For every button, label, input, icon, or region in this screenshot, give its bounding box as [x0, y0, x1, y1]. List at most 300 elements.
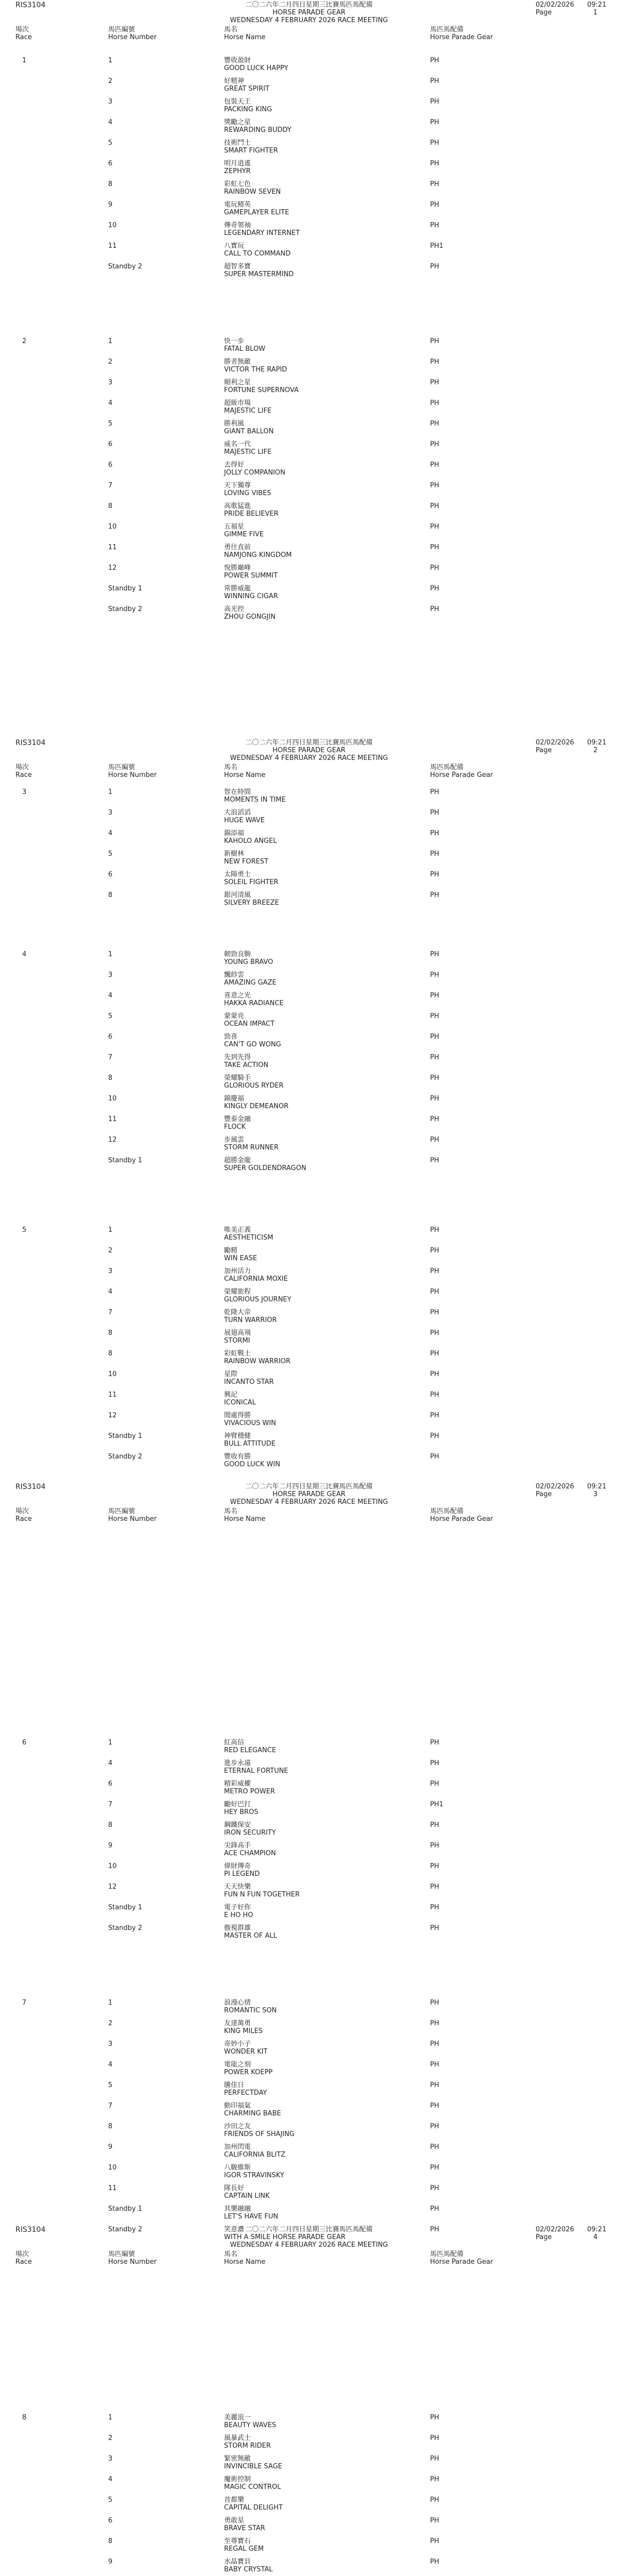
page-label: Page — [536, 2233, 552, 2241]
table-row — [0, 605, 618, 626]
parade-gear: PH — [430, 1370, 439, 1378]
horse-name-en: KINGLY DEMEANOR — [224, 1103, 289, 1110]
horse-name-en: MAGIC CONTROL — [224, 2483, 281, 2491]
report-title-cn: 二〇二六年二月四日星期三比賽馬匹馬配備 — [245, 739, 373, 747]
horse-number: 7 — [108, 1801, 113, 1808]
horse-name-en: KING MILES — [224, 2027, 263, 2035]
col-race-en: Race — [15, 2258, 32, 2266]
horse-name-en: KAHOLO ANGEL — [224, 837, 277, 845]
parade-gear: PH — [430, 1883, 439, 1891]
table-row — [0, 809, 618, 829]
horse-name — [224, 420, 273, 435]
horse-name-cn: 太陽勇士 — [224, 871, 251, 878]
horse-name — [224, 118, 291, 134]
horse-name-en: IRON SECURITY — [224, 1829, 276, 1837]
horse-name — [224, 992, 284, 1007]
horse-name — [224, 1739, 276, 1754]
table-row — [0, 2020, 618, 2040]
horse-name-en: SUPER GOLDENDRAGON — [224, 1164, 306, 1172]
horse-number: 9 — [108, 1842, 113, 1850]
table-row — [0, 585, 618, 605]
horse-name-en: WINNING CIGAR — [224, 592, 278, 600]
parade-gear: PH — [430, 160, 439, 167]
horse-number: 9 — [108, 201, 113, 209]
horse-name-cn: 鋼鐵保安 — [224, 1821, 251, 1829]
horse-name-en: FRIENDS OF SHAJING — [224, 2130, 295, 2138]
horse-number: 5 — [108, 420, 113, 428]
horse-name — [224, 2476, 281, 2491]
horse-name-cn: 神臂穩健 — [224, 1432, 251, 1440]
parade-gear: PH — [430, 2558, 439, 2566]
table-row — [0, 2434, 618, 2455]
horse-name-cn: 電能之刻 — [224, 2061, 251, 2069]
horse-name-en: PERFECTDAY — [224, 2089, 267, 2097]
report-subtitle: WEDNESDAY 4 FEBRUARY 2026 RACE MEETING — [230, 754, 388, 762]
horse-number: 10 — [108, 2164, 117, 2172]
print-date: 02/02/2026 — [536, 1, 574, 9]
horse-number: 10 — [108, 1095, 117, 1103]
page-label: Page — [536, 747, 552, 754]
horse-number: 2 — [108, 1247, 113, 1255]
horse-name — [224, 2102, 281, 2117]
col-name-cn: 馬名 — [224, 2250, 238, 2258]
parade-gear: PH — [430, 139, 439, 147]
horse-name-cn: 展翅高飛 — [224, 1329, 251, 1337]
horse-number: Standby 2 — [108, 263, 143, 270]
horse-name — [224, 440, 271, 456]
table-row — [0, 379, 618, 399]
horse-name-cn: 笑意濃 — [224, 2226, 245, 2233]
horse-number: 8 — [108, 891, 113, 899]
horse-name-en: SMART FIGHTER — [224, 147, 278, 155]
horse-name-en: POWER SUMMIT — [224, 572, 278, 580]
parade-gear: PH — [430, 992, 439, 999]
horse-name-en: HEY BROS — [224, 1808, 259, 1816]
horse-name — [224, 1136, 279, 1151]
table-row — [0, 77, 618, 98]
horse-number: Standby 1 — [108, 1157, 143, 1164]
table-row — [0, 871, 618, 891]
parade-gear: PH — [430, 180, 439, 188]
report-title-block — [0, 1, 618, 24]
col-name-en: Horse Name — [224, 1515, 266, 1523]
parade-gear: PH — [430, 2414, 439, 2421]
parade-gear: PH — [430, 1136, 439, 1144]
table-row — [0, 2102, 618, 2123]
table-row — [0, 1821, 618, 1842]
horse-name — [224, 1267, 288, 1283]
horse-name-en: STORM RIDER — [224, 2442, 271, 2450]
table-row — [0, 2496, 618, 2517]
table-row — [0, 2226, 618, 2246]
col-name-en: Horse Name — [224, 33, 266, 41]
table-row — [0, 951, 618, 971]
parade-gear: PH — [430, 337, 439, 345]
horse-name — [224, 1329, 251, 1345]
table-row — [0, 2081, 618, 2102]
parade-gear: PH — [430, 2020, 439, 2027]
horse-name-cn: 進步永遠 — [224, 1759, 251, 1767]
horse-name-en: REGAL GEM — [224, 2545, 264, 2553]
col-race-cn: 場次 — [15, 26, 29, 33]
table-row — [0, 2123, 618, 2143]
horse-name — [224, 2558, 273, 2573]
horse-name-cn: 加州活力 — [224, 1267, 251, 1275]
horse-number: 1 — [108, 57, 113, 64]
report-id: RIS3104 — [15, 739, 46, 747]
horse-name-cn: 常勝威龍 — [224, 585, 251, 592]
parade-gear: PH — [430, 2455, 439, 2463]
horse-number: 4 — [108, 992, 113, 999]
horse-number: 8 — [108, 1329, 113, 1337]
horse-number: 11 — [108, 2184, 117, 2192]
horse-name-cn: 隊長好 — [224, 2184, 245, 2192]
table-row — [0, 523, 618, 544]
parade-gear: PH — [430, 201, 439, 209]
horse-name — [224, 57, 288, 72]
horse-name-cn: 風暴武士 — [224, 2434, 251, 2442]
table-row — [0, 2537, 618, 2558]
column-headers — [0, 26, 618, 42]
race-number: 1 — [22, 57, 27, 64]
parade-gear: PH — [430, 1309, 439, 1316]
horse-name-cn: 彩虹戰士 — [224, 1350, 251, 1358]
table-row — [0, 180, 618, 201]
parade-gear: PH — [430, 2226, 439, 2233]
parade-gear: PH — [430, 891, 439, 899]
table-row — [0, 461, 618, 482]
horse-name — [224, 337, 265, 353]
horse-name — [224, 1842, 276, 1857]
table-row — [0, 788, 618, 809]
horse-name-cn: 友達萬勇 — [224, 2020, 251, 2027]
table-row — [0, 1074, 618, 1095]
horse-name — [224, 1095, 288, 1110]
col-gear-en: Horse Parade Gear — [430, 33, 493, 41]
horse-name-en: CALIFORNIA MOXIE — [224, 1275, 288, 1283]
horse-name-en: ZEPHYR — [224, 167, 251, 175]
horse-name — [224, 544, 291, 559]
col-race-en: Race — [15, 33, 32, 41]
horse-number: 3 — [108, 379, 113, 386]
horse-name-cn: 五福星 — [224, 523, 245, 531]
horse-name — [224, 1012, 274, 1028]
parade-gear: PH — [430, 1739, 439, 1747]
horse-name-en: SOLEIL FIGHTER — [224, 878, 279, 886]
col-gear-en: Horse Parade Gear — [430, 2258, 493, 2266]
horse-name — [224, 1780, 275, 1795]
horse-name — [224, 399, 271, 415]
parade-gear: PH — [430, 1391, 439, 1399]
parade-gear: PH — [430, 399, 439, 407]
table-row — [0, 564, 618, 585]
horse-name-en: TAKE ACTION — [224, 1061, 269, 1069]
horse-number: 8 — [108, 1074, 113, 1082]
horse-number: 12 — [108, 1412, 117, 1419]
table-row — [0, 1432, 618, 1453]
parade-gear: PH — [430, 2143, 439, 2151]
parade-gear: PH — [430, 2476, 439, 2483]
report-title-block — [0, 1483, 618, 1506]
horse-name — [224, 2455, 282, 2470]
horse-name-en: ZHOU GONGJIN — [224, 613, 276, 621]
table-row — [0, 2414, 618, 2434]
table-row — [0, 1012, 618, 1033]
horse-name — [224, 2496, 283, 2512]
horse-name-cn: 威名一代 — [224, 440, 251, 448]
horse-name — [224, 482, 271, 497]
horse-name-cn: 彩虹七色 — [224, 180, 251, 188]
col-no-en: Horse Number — [108, 33, 157, 41]
horse-name-cn: 勵精 — [224, 1247, 238, 1255]
horse-name-en: HUGE WAVE — [224, 817, 265, 824]
horse-name-cn: 興記 — [224, 1391, 238, 1399]
horse-number: 11 — [108, 544, 117, 551]
horse-name-cn: 大浪滔滔 — [224, 809, 251, 817]
horse-name — [224, 379, 299, 394]
horse-name — [224, 1821, 276, 1837]
table-row — [0, 440, 618, 461]
parade-gear: PH — [430, 871, 439, 878]
horse-name — [224, 850, 268, 866]
horse-name — [224, 2226, 270, 2241]
horse-name-en: VICTOR THE RAPID — [224, 366, 287, 374]
horse-name-cn: 勝利風 — [224, 420, 245, 428]
col-name-cn: 馬名 — [224, 26, 238, 33]
table-row — [0, 1780, 618, 1801]
parade-gear: PH — [430, 1012, 439, 1020]
table-row — [0, 358, 618, 379]
parade-gear: PH — [430, 1095, 439, 1103]
parade-gear: PH — [430, 263, 439, 270]
parade-gear: PH — [430, 77, 439, 85]
page-label: Page — [536, 1490, 552, 1498]
table-row — [0, 399, 618, 420]
horse-name — [224, 2517, 265, 2532]
horse-name-cn: 水晶寶貝 — [224, 2558, 251, 2566]
table-row — [0, 502, 618, 523]
horse-name — [224, 139, 278, 155]
horse-name-cn: 勇往直前 — [224, 544, 251, 551]
table-row — [0, 1862, 618, 1883]
table-row — [0, 1842, 618, 1862]
parade-gear: PH — [430, 788, 439, 796]
table-row — [0, 1924, 618, 1945]
report-subtitle: WEDNESDAY 4 FEBRUARY 2026 RACE MEETING — [230, 1498, 388, 1506]
horse-number: 8 — [108, 502, 113, 510]
horse-number: 1 — [108, 1739, 113, 1747]
horse-name-en: FLOCK — [224, 1123, 246, 1131]
parade-gear: PH — [430, 2205, 439, 2213]
horse-name-cn: 其樂融融 — [224, 2205, 251, 2213]
horse-number: 3 — [108, 1267, 113, 1275]
page-label: Page — [536, 9, 552, 16]
horse-number: 9 — [108, 2143, 113, 2151]
horse-name-cn: 技術鬥士 — [224, 139, 251, 147]
horse-name-cn: 唯美正義 — [224, 1226, 251, 1234]
horse-name-en: CALIFORNIA BLITZ — [224, 2151, 286, 2159]
horse-number: 4 — [108, 2061, 113, 2069]
parade-gear: PH — [430, 1350, 439, 1358]
parade-gear: PH — [430, 2434, 439, 2442]
horse-number: 11 — [108, 242, 117, 250]
horse-name-cn: 獎勵之星 — [224, 118, 251, 126]
horse-name-cn: 騰佳日 — [224, 2081, 245, 2089]
parade-gear: PH — [430, 1842, 439, 1850]
horse-name-cn: 八駿維斯 — [224, 2164, 251, 2172]
col-no-cn: 馬匹編號 — [108, 1507, 135, 1515]
horse-name-cn: 動印福氣 — [224, 2102, 251, 2110]
horse-number: 1 — [108, 337, 113, 345]
print-date: 02/02/2026 — [536, 739, 574, 747]
table-row — [0, 420, 618, 440]
horse-name-en: PI LEGEND — [224, 1870, 260, 1878]
parade-gear: PH — [430, 829, 439, 837]
table-row — [0, 98, 618, 118]
parade-gear: PH — [430, 523, 439, 531]
horse-number: 8 — [108, 2123, 113, 2130]
print-time: 09:21 — [587, 2226, 607, 2233]
parade-gear: PH — [430, 1453, 439, 1461]
horse-name-cn: 榮耀旅程 — [224, 1288, 251, 1296]
horse-name — [224, 1999, 277, 2014]
table-row — [0, 891, 618, 912]
horse-name-en: AESTHETICISM — [224, 1234, 273, 1242]
race-number: 4 — [22, 951, 27, 958]
horse-name-en: LEGENDARY INTERNET — [224, 229, 300, 237]
page-number: 3 — [593, 1490, 598, 1498]
horse-name — [224, 1350, 290, 1365]
horse-number: 5 — [108, 850, 113, 858]
horse-name-cn: 沙田之友 — [224, 2123, 251, 2130]
parade-gear: PH — [430, 420, 439, 428]
parade-gear: PH — [430, 358, 439, 366]
table-row — [0, 118, 618, 139]
report-id: RIS3104 — [15, 1483, 46, 1491]
horse-name — [224, 2537, 264, 2553]
horse-name-cn: 智在時間 — [224, 788, 251, 796]
column-headers — [0, 2250, 618, 2267]
parade-gear: PH — [430, 1412, 439, 1419]
parade-gear: PH — [430, 1033, 439, 1041]
page-header — [0, 0, 618, 24]
parade-gear: PH — [430, 222, 439, 229]
table-row — [0, 222, 618, 242]
table-row — [0, 850, 618, 871]
table-row — [0, 1226, 618, 1247]
report-title-cn: 二〇二六年二月四日星期三比賽馬匹馬配備 — [245, 2226, 373, 2233]
horse-number: 1 — [108, 951, 113, 958]
parade-gear: PH — [430, 850, 439, 858]
horse-name-en: CAN'T GO WONG — [224, 1041, 281, 1048]
horse-name — [224, 1391, 256, 1406]
parade-gear: PH — [430, 2040, 439, 2048]
parade-gear: PH — [430, 2517, 439, 2524]
print-time: 09:21 — [587, 1483, 607, 1490]
table-row — [0, 1999, 618, 2020]
table-row — [0, 2455, 618, 2476]
horse-name — [224, 1883, 300, 1899]
horse-name-en: BRAVE STAR — [224, 2524, 265, 2532]
horse-name — [224, 2020, 263, 2035]
horse-name-cn: 精彩威權 — [224, 1780, 251, 1788]
col-race-cn: 場次 — [15, 1507, 29, 1515]
parade-gear: PH — [430, 1329, 439, 1337]
table-row — [0, 1288, 618, 1309]
horse-name-cn: 超勝金龍 — [224, 1157, 251, 1164]
table-row — [0, 1267, 618, 1288]
horse-name-en: WONDER KIT — [224, 2048, 268, 2056]
table-row — [0, 1391, 618, 1412]
horse-number: 4 — [108, 118, 113, 126]
parade-gear: PH — [430, 482, 439, 489]
horse-name-cn: 超智多寶 — [224, 263, 251, 270]
horse-name — [224, 523, 264, 538]
print-date: 02/02/2026 — [536, 1483, 574, 1490]
column-headers — [0, 1507, 618, 1524]
horse-number: 10 — [108, 222, 117, 229]
horse-name — [224, 829, 277, 845]
col-race-cn: 場次 — [15, 764, 29, 771]
horse-name-cn: 乾隆大帝 — [224, 1309, 251, 1316]
horse-name-cn: 勝者無敵 — [224, 358, 251, 366]
horse-name-en: ICONICAL — [224, 1399, 256, 1406]
horse-name-cn: 明月逍遙 — [224, 160, 251, 167]
horse-name-en: GOOD LUCK HAPPY — [224, 64, 288, 72]
parade-gear: PH — [430, 2496, 439, 2504]
horse-name-en: REWARDING BUDDY — [224, 126, 291, 134]
horse-name-cn: 尖鋒高手 — [224, 1842, 251, 1850]
parade-gear: PH — [430, 1054, 439, 1061]
parade-gear: PH — [430, 2061, 439, 2069]
table-row — [0, 1453, 618, 1473]
horse-name-cn: 包裝天王 — [224, 98, 251, 106]
horse-name-cn: 錦慶福 — [224, 1095, 245, 1103]
horse-name — [224, 1247, 257, 1262]
horse-name-en: SUPER MASTERMIND — [224, 270, 294, 278]
col-no-en: Horse Number — [108, 1515, 157, 1523]
table-row — [0, 2164, 618, 2184]
horse-name-en: IGOR STRAVINSKY — [224, 2172, 284, 2179]
horse-number: 2 — [108, 2020, 113, 2027]
horse-number: 8 — [108, 180, 113, 188]
horse-name — [224, 160, 251, 175]
parade-gear: PH — [430, 118, 439, 126]
parade-gear: PH — [430, 1999, 439, 2007]
horse-number: 4 — [108, 1759, 113, 1767]
horse-number: 7 — [108, 482, 113, 489]
table-row — [0, 992, 618, 1012]
col-no-en: Horse Number — [108, 2258, 157, 2266]
horse-number: Standby 1 — [108, 585, 143, 592]
horse-name — [224, 1309, 277, 1324]
parade-gear: PH — [430, 57, 439, 64]
report-title-cn: 二〇二六年二月四日星期三比賽馬匹馬配備 — [245, 1483, 373, 1490]
horse-name — [224, 1157, 306, 1172]
horse-name-cn: 偉財傳奇 — [224, 1862, 251, 1870]
horse-number: 5 — [108, 2081, 113, 2089]
horse-number: 4 — [108, 2476, 113, 2483]
horse-number: 1 — [108, 1999, 113, 2007]
parade-gear: PH — [430, 502, 439, 510]
horse-name-cn: 喜意之光 — [224, 992, 251, 999]
print-time: 09:21 — [587, 739, 607, 747]
horse-number: Standby 1 — [108, 2205, 143, 2213]
horse-name-cn: 勵好巴打 — [224, 1801, 251, 1808]
col-name-cn: 馬名 — [224, 764, 238, 771]
horse-name-cn: 韌勁良駒 — [224, 951, 251, 958]
horse-name-cn: 閒處得勝 — [224, 1412, 251, 1419]
